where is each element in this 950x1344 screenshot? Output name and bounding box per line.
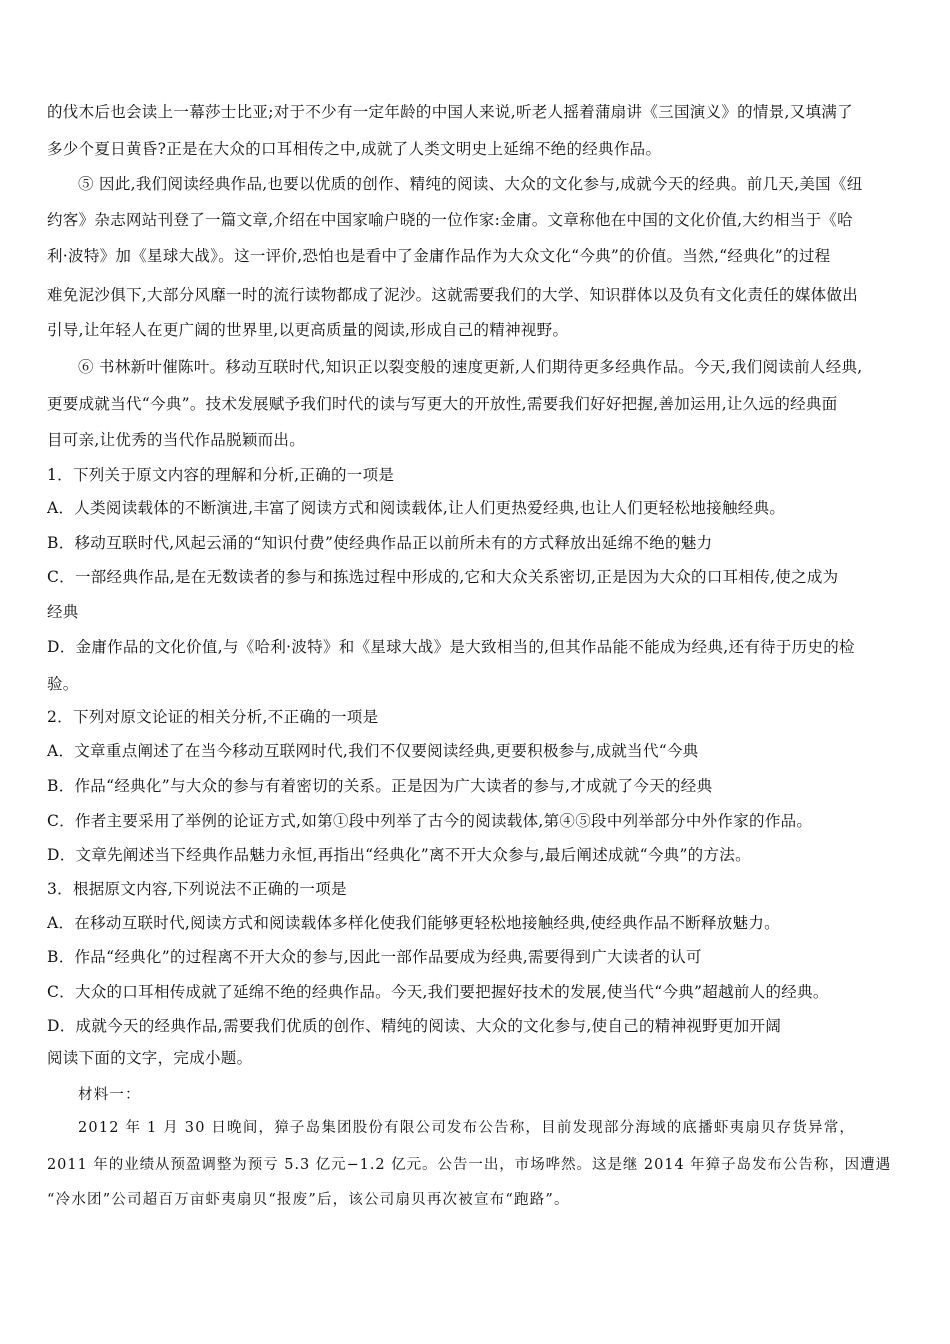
question-option: C．作者主要采用了举例的论证方式,如第①段中列举了古今的阅读载体,第④⑤段中列举部分中外作家的作品。: [47, 812, 813, 830]
passage-line: ⑤ 因此,我们阅读经典作品,也要以优质的创作、精纯的阅读、大众的文化参与,成就今天的经典。前几天,美国《纽: [78, 175, 863, 193]
material-line: 2011 年的业绩从预盈调整为预亏 5.3 亿元−1.2 亿元。公告一出，市场哗然。这是继 2014 年獐子岛发布公告称，因遭遇: [47, 1157, 892, 1173]
question-option: D．成就今天的经典作品,需要我们优质的创作、精纯的阅读、大众的文化参与,使自己的精神视野更加开阔: [47, 1017, 782, 1035]
passage-line: 约客》杂志网站刊登了一篇文章,介绍在中国家喻户晓的一位作家:金庸。文章称他在中国的文化价值,大约相当于《哈: [47, 211, 853, 229]
passage-line: 更要成就当代“今典”。技术发展赋予我们时代的读与写更大的开放性,需要我们好好把握,善加运用,让久远的经典面: [47, 395, 838, 413]
question-stem: 1．下列关于原文内容的理解和分析,正确的一项是: [47, 466, 395, 484]
question-option: C．一部经典作品,是在无数读者的参与和拣选过程中形成的,它和大众关系密切,正是因为大众的口耳相传,使之成为: [47, 568, 839, 586]
question-option: C．大众的口耳相传成就了延绵不绝的经典作品。今天,我们要把握好技术的发展,使当代“今典”超越前人的经典。: [47, 983, 829, 1001]
question-option: B．作品“经典化”与大众的参与有着密切的关系。正是因为广大读者的参与,才成就了今天的经典: [47, 777, 713, 795]
question-option: D．金庸作品的文化价值,与《哈利·波特》和《星球大战》是大致相当的,但其作品能不能成为经典,还有待于历史的检: [47, 638, 855, 656]
question-option: A．在移动互联时代,阅读方式和阅读载体多样化使我们能够更轻松地接触经典,使经典作品不断释放魅力。: [47, 914, 780, 932]
material-line: “冷水团”公司超百万亩虾夷扇贝“报废”后，该公司扇贝再次被宣布“跑路”。: [47, 1192, 570, 1208]
question-option-cont: 验。: [47, 675, 79, 693]
material-line: 2012 年 1 月 30 日晚间，獐子岛集团股份有限公司发布公告称，目前发现部分海域的底播虾夷扇贝存货异常，: [78, 1120, 856, 1136]
passage-line: ⑥ 书林新叶催陈叶。移动互联时代,知识正以裂变般的速度更新,人们期待更多经典作品。今天,我们阅读前人经典,: [78, 358, 863, 376]
question-stem: 2．下列对原文论证的相关分析,不正确的一项是: [47, 708, 379, 726]
passage-line: 难免泥沙俱下,大部分风靡一时的流行读物都成了泥沙。这就需要我们的大学、知识群体以及负有文化责任的媒体做出: [47, 286, 859, 304]
reading-instruction: 阅读下面的文字，完成小题。: [47, 1049, 253, 1067]
passage-line: 多少个夏日黄昏?正是在大众的口耳相传之中,成就了人类文明史上延绵不绝的经典作品。: [47, 140, 662, 158]
question-option: A．文章重点阐述了在当今移动互联网时代,我们不仅要阅读经典,更要积极参与,成就当代“今典: [47, 742, 699, 760]
question-option: B．移动互联时代,风起云涌的“知识付费”使经典作品正以前所未有的方式释放出延绵不绝的魅力: [47, 534, 713, 552]
question-option-cont: 经典: [47, 603, 79, 621]
question-option: A．人类阅读载体的不断演进,丰富了阅读方式和阅读载体,让人们更热爱经典,也让人们更轻松地接触经典。: [47, 499, 786, 517]
passage-line: 引导,让年轻人在更广阔的世界里,以更高质量的阅读,形成自己的精神视野。: [47, 321, 569, 339]
material-label: 材料一：: [78, 1087, 141, 1103]
passage-line: 的伐木后也会读上一幕莎士比亚;对于不少有一定年龄的中国人来说,听老人摇着蒲扇讲《三国演义》的情景,又填满了: [47, 103, 853, 121]
passage-line: 目可亲,让优秀的当代作品脱颖而出。: [47, 431, 306, 449]
passage-line: 利·波特》加《星球大战》。这一评价,恐怕也是看中了金庸作品作为大众文化“今典”的价值。当然,“经典化”的过程: [47, 247, 831, 265]
question-option: B．作品“经典化”的过程离不开大众的参与,因此一部作品要成为经典,需要得到广大读者的认可: [47, 948, 702, 966]
question-stem: 3．根据原文内容,下列说法不正确的一项是: [47, 880, 347, 898]
question-option: D．文章先阐述当下经典作品魅力永恒,再指出“经典化”离不开大众参与,最后阐述成就“今典”的方法。: [47, 846, 751, 864]
